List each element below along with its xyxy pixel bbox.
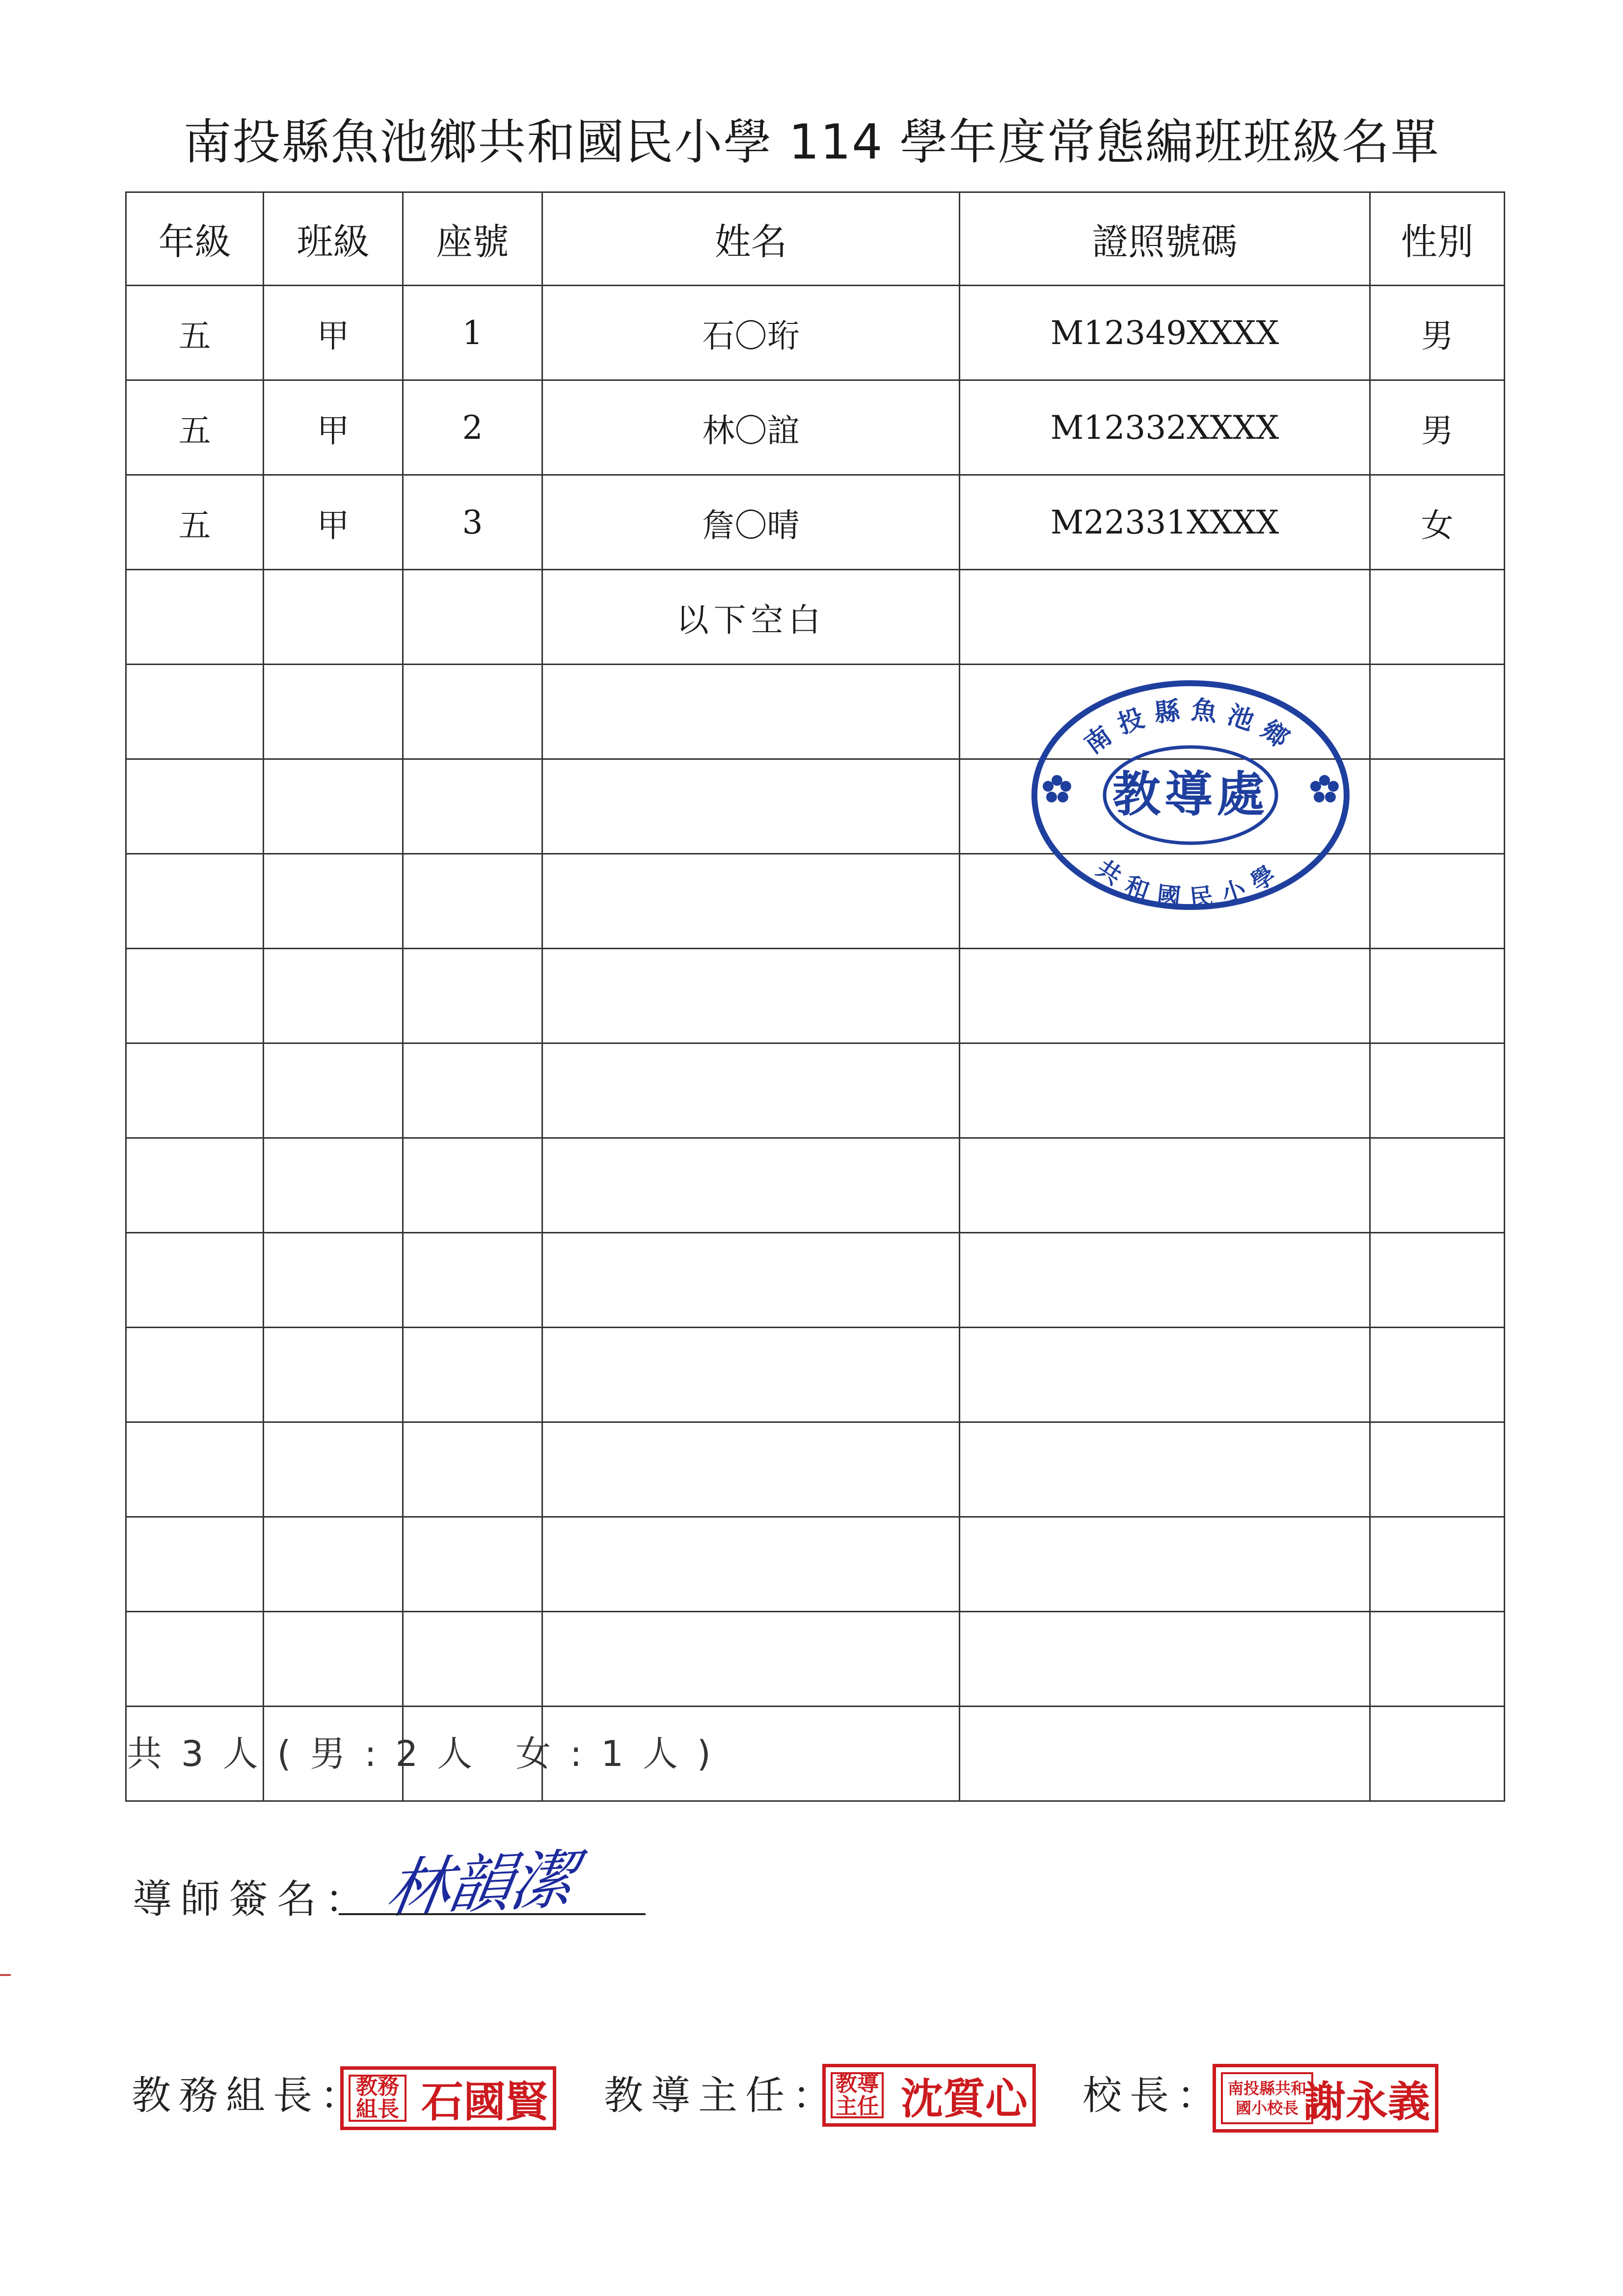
office-seal — [1028, 677, 1352, 913]
principal-stamp — [1213, 2064, 1438, 2133]
empty-row — [126, 949, 1505, 1043]
empty-row — [126, 1422, 1505, 1517]
empty-row — [126, 1043, 1505, 1138]
stamp-title: 南投縣共和國小校長 — [1221, 2072, 1313, 2124]
cell-class: 甲 — [264, 286, 403, 380]
header-id-number: 證照號碼 — [960, 192, 1370, 286]
empty-row — [126, 1517, 1505, 1612]
cell-seat-number: 1 — [403, 286, 542, 380]
cell-grade: 五 — [126, 286, 264, 380]
header-row — [126, 192, 1505, 286]
header-gender: 性別 — [1370, 192, 1505, 286]
cell-id-number: M12349XXXX — [960, 286, 1370, 380]
director-stamp — [822, 2064, 1036, 2127]
cell-seat-number: 3 — [403, 475, 542, 570]
empty-row — [126, 1328, 1505, 1422]
stamp-title: 教導主任 — [831, 2072, 884, 2118]
class-roster-table — [125, 191, 1505, 1802]
header-seat-number: 座號 — [403, 192, 542, 286]
cell-seat-number: 2 — [403, 380, 542, 475]
seal-bottom-text: 共和國民小學 — [1091, 854, 1290, 912]
plum-blossom-icon — [1043, 775, 1071, 802]
cell-id-number: M12332XXXX — [960, 380, 1370, 475]
seal-top-text: 南投縣魚池鄉 — [1079, 694, 1302, 760]
signature-line — [339, 1913, 646, 1915]
page-title: 南投縣魚池鄉共和國民小學 114 學年度常態編班班級名單 — [183, 114, 1440, 170]
empty-row — [126, 1233, 1505, 1328]
plum-blossom-icon — [1310, 775, 1339, 802]
cell-class: 甲 — [264, 475, 403, 570]
header-class: 班級 — [264, 192, 403, 286]
principal-label: 校長： — [1082, 2073, 1224, 2118]
cell-name: 林〇誼 — [542, 380, 960, 475]
cell-class: 甲 — [264, 380, 403, 475]
cell-name: 詹〇晴 — [542, 475, 960, 570]
margin-mark — [0, 1974, 11, 1976]
cell-grade: 五 — [126, 380, 264, 475]
cell-name: 石〇珩 — [542, 286, 960, 380]
blank-below-note: 以下空白 — [542, 570, 960, 665]
teacher-signature-label: 導師簽名： — [133, 1876, 373, 1922]
header-name: 姓名 — [542, 192, 960, 286]
cell-gender: 男 — [1370, 286, 1505, 380]
stamp-name: 沈質心 — [901, 2074, 1028, 2124]
seal-center-text: 教導處 — [1112, 766, 1269, 823]
academic-affairs-label: 教務組長： — [132, 2073, 367, 2118]
academic-affairs-stamp — [340, 2066, 556, 2130]
headcount-summary: 共 3 人 ( 男 : 2 人 女 : 1 人 ) — [127, 1733, 715, 1774]
cell-grade: 五 — [126, 475, 264, 570]
table-row — [126, 286, 1505, 380]
header-grade: 年級 — [126, 192, 264, 286]
table-row-blank-note — [126, 570, 1505, 665]
empty-row — [126, 1612, 1505, 1707]
teacher-signature: 林韻潔 — [381, 1842, 579, 1927]
empty-row — [126, 1138, 1505, 1233]
stamp-title: 教務組長 — [349, 2075, 406, 2122]
cell-id-number: M22331XXXX — [960, 475, 1370, 570]
stamp-name: 石國賢 — [421, 2077, 548, 2127]
table-row — [126, 475, 1505, 570]
cell-gender: 女 — [1370, 475, 1505, 570]
director-label: 教導主任： — [604, 2073, 839, 2118]
cell-gender: 男 — [1370, 380, 1505, 475]
stamp-name: 謝永義 — [1303, 2077, 1430, 2127]
table-row — [126, 380, 1505, 475]
